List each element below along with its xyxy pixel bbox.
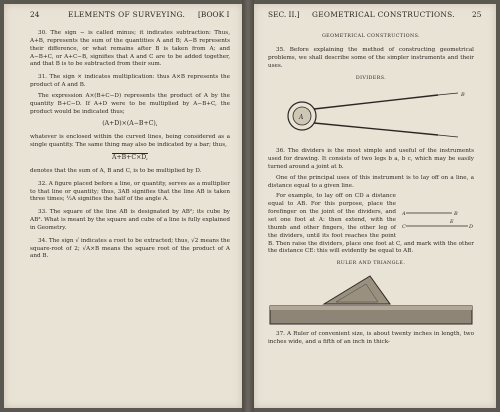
- paragraph-35: 35. Before explaining the method of constructing geometrical problems, we shall describe some of the simpler instruments and their uses.: [268, 46, 474, 69]
- segment-label-e: E: [450, 219, 454, 226]
- paragraph-31-intro: 31. The sign × indicates multiplication: thus A×B represents the product of A and B.: [30, 74, 230, 89]
- right-page: [254, 4, 496, 408]
- right-page-header: [254, 10, 496, 24]
- dividers-illustration: [268, 89, 474, 143]
- equation-product: (A+D)×(A−B+C),: [102, 120, 158, 128]
- dividers-label-a: A: [299, 114, 304, 122]
- right-page-body: [268, 30, 474, 350]
- segment-label-c: C: [402, 224, 406, 231]
- paragraph-30: 30. The sign − is called minus; it indicates subtraction: Thus, A+B, represents the sum of the quantities A and B; A−B represents their difference, or what remains after B is taken from A; and A−B+C, or A+C−B, signifies that A and C are to be added together, and that B is to be subtracted from their sum.: [30, 30, 230, 68]
- left-page: [4, 4, 242, 408]
- book-gutter: [242, 0, 254, 412]
- paragraph-34: 34. The sign √ indicates a root to be extracted; thus, √2 means the square-root of 2; √A×B means the square root of the product of A and B.: [30, 237, 230, 260]
- ruler-triangle-illustration: [268, 274, 474, 326]
- left-page-header: [4, 10, 242, 24]
- left-page-body: [30, 30, 230, 264]
- section-subtitle: GEOMETRICAL CONSTRUCTIONS.: [321, 34, 421, 39]
- paragraph-36-uses: One of the principal uses of this instrument is to lay off on a line, a distance equal to a given line.: [268, 174, 474, 189]
- paragraph-31-sum: denotes that the sum of A, B and C, is to be multiplied by D.: [30, 167, 202, 174]
- segment-label-a: A: [402, 211, 406, 218]
- dividers-figure: [268, 89, 474, 143]
- right-section-label: SEC. II.]: [268, 10, 300, 19]
- paragraph-33: 33. The square of the line AB is designated by AB²; its cube by AB³. What is meant by the square and cube of a line is fully explained in Geometry.: [30, 209, 230, 231]
- line-segments-figure: [402, 207, 474, 233]
- left-page-number: 24: [30, 10, 40, 19]
- left-book-label: [BOOK I: [198, 10, 230, 19]
- paragraph-37: 37. A Ruler of convenient size, is about twenty inches in length, two inches wide, and a fifth of an inch in thick-: [268, 331, 474, 345]
- right-running-title: GEOMETRICAL CONSTRUCTIONS.: [312, 10, 455, 19]
- ruler-triangle-caption: RULER AND TRIANGLE.: [336, 261, 406, 267]
- paragraph-36-example-wrap: [268, 193, 474, 256]
- equation-bar: A+B+C×D,: [111, 153, 148, 161]
- left-running-title: ELEMENTS OF SURVEYING.: [68, 10, 186, 19]
- paragraph-31-curved-lines: whatever is enclosed within the curved lines, being considered as a single quantity. The same thing may also be indicated by a bar; thus,: [30, 134, 230, 149]
- segment-label-b: B: [454, 211, 458, 218]
- paragraph-36: 36. The dividers is the most simple and useful of the instruments used for drawing. It consists of two legs b a, b c, which may be easily turned around a joint at b.: [268, 148, 474, 170]
- right-page-number: 25: [472, 10, 482, 19]
- dividers-label-b: B: [461, 92, 465, 99]
- ruler-triangle-figure: [268, 274, 474, 326]
- segment-label-d: D: [469, 224, 474, 231]
- paragraph-32: 32. A figure placed before a line, or quantity, serves as a multiplier to that line or quantity; thus, 3AB signifies that the line AB is taken three times; ½A signifies the half of the angle A.: [30, 180, 230, 203]
- paragraph-31-expression: The expression A×(B+C−D) represents the product of A by the quantity B+C−D. If A+D were to be multiplied by A−B+C, the product would be indicated thus;: [30, 92, 230, 115]
- paragraph-36-example: For example, to lay off on CD a distance equal to AB. For this purpose, place the forefinger on the joint of the dividers, and set one foot at A: then extend, with the thumb and other fingers, the other leg of the dividers, until its foot reaches the point B. Then raise the dividers, place one foot at C, and mark with the other the distance CE: this will evidently be equal to AB.: [268, 193, 474, 255]
- dividers-caption: DIVIDERS.: [355, 76, 387, 82]
